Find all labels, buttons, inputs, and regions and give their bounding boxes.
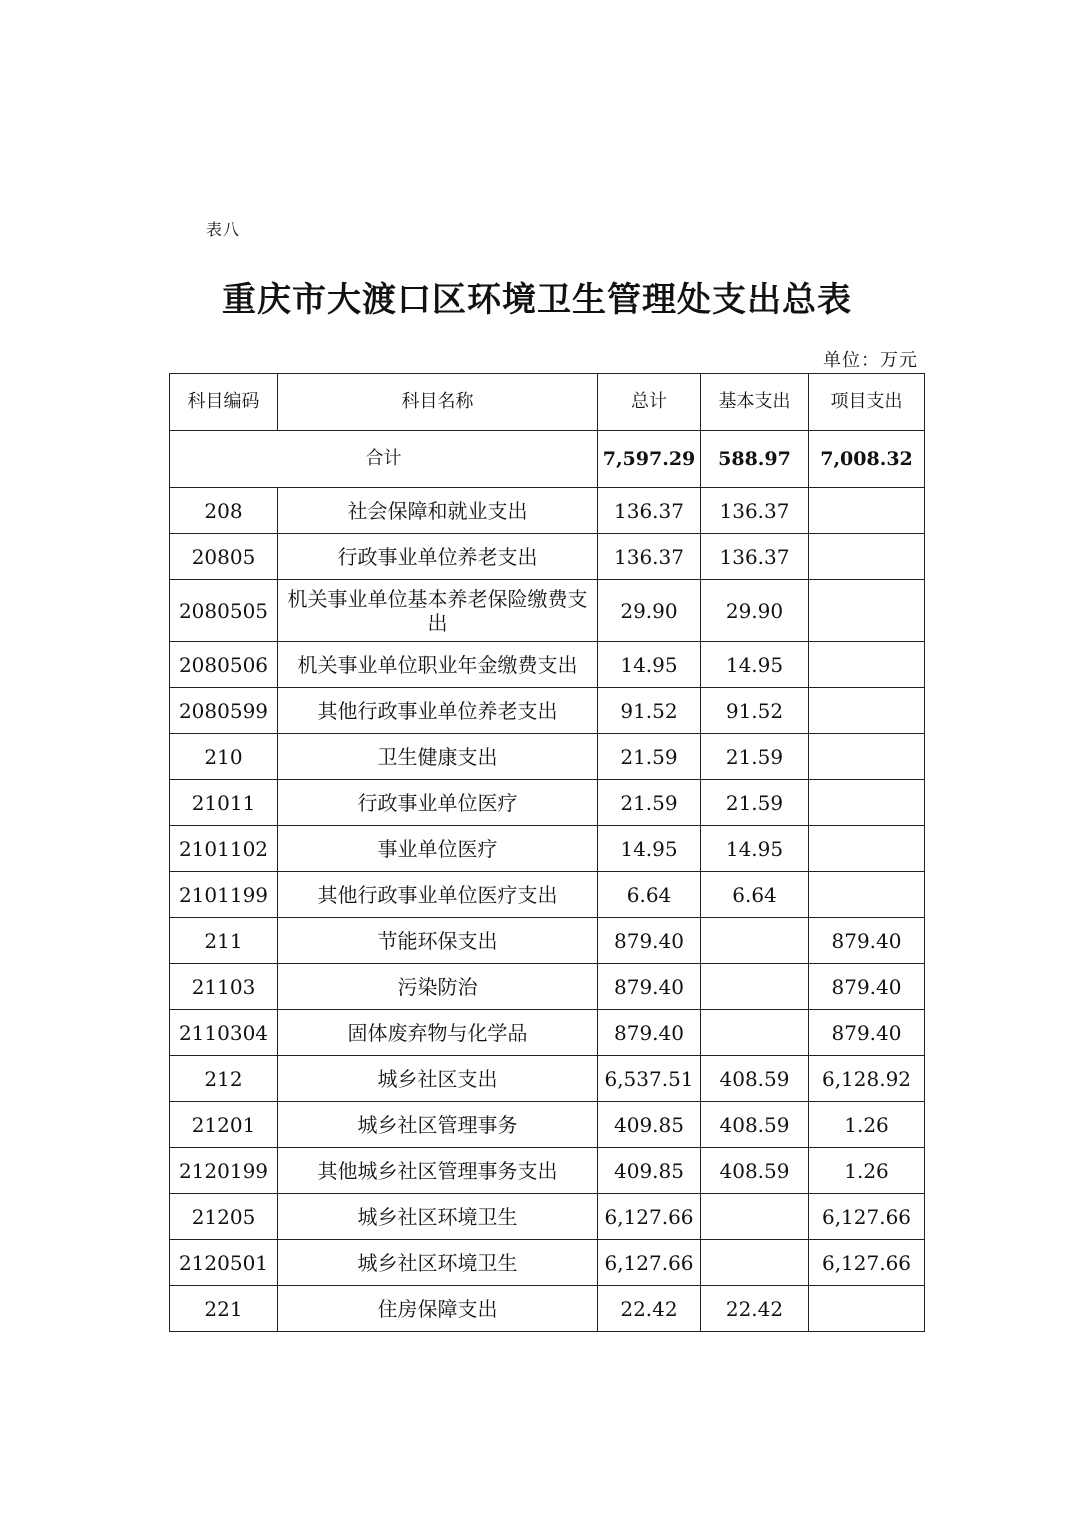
document-title: 重庆市大渡口区环境卫生管理处支出总表 xyxy=(222,280,852,320)
cell-total: 136.37 xyxy=(598,488,701,534)
cell-total: 136.37 xyxy=(598,534,701,580)
table-row xyxy=(170,488,925,534)
cell-code: 208 xyxy=(170,488,278,534)
cell-total: 409.85 xyxy=(598,1102,701,1148)
cell-code: 212 xyxy=(170,1056,278,1102)
cell-code: 210 xyxy=(170,734,278,780)
cell-project xyxy=(809,534,925,580)
cell-basic: 6.64 xyxy=(701,872,809,918)
cell-total: 6.64 xyxy=(598,872,701,918)
cell-basic xyxy=(701,1010,809,1056)
cell-project: 6,127.66 xyxy=(809,1194,925,1240)
cell-code: 2080506 xyxy=(170,642,278,688)
cell-total: 29.90 xyxy=(598,580,701,642)
cell-basic xyxy=(701,964,809,1010)
cell-code: 2080599 xyxy=(170,688,278,734)
cell-total: 14.95 xyxy=(598,826,701,872)
cell-name: 机关事业单位基本养老保险缴费支出 xyxy=(278,580,598,642)
cell-project xyxy=(809,734,925,780)
cell-project: 6,128.92 xyxy=(809,1056,925,1102)
cell-code: 21011 xyxy=(170,780,278,826)
table-row xyxy=(170,688,925,734)
cell-total: 21.59 xyxy=(598,780,701,826)
table-row xyxy=(170,1194,925,1240)
cell-project xyxy=(809,642,925,688)
cell-code: 21205 xyxy=(170,1194,278,1240)
table-row xyxy=(170,580,925,642)
table-row xyxy=(170,534,925,580)
cell-project: 879.40 xyxy=(809,964,925,1010)
table-row xyxy=(170,918,925,964)
cell-basic: 21.59 xyxy=(701,734,809,780)
cell-project xyxy=(809,580,925,642)
table-body xyxy=(170,431,925,1332)
cell-name: 住房保障支出 xyxy=(278,1286,598,1332)
table-row xyxy=(170,1056,925,1102)
cell-project xyxy=(809,872,925,918)
unit-label: 单位：万元 xyxy=(823,350,918,371)
cell-basic: 21.59 xyxy=(701,780,809,826)
cell-total: 22.42 xyxy=(598,1286,701,1332)
header-code: 科目编码 xyxy=(170,374,278,431)
table-row xyxy=(170,734,925,780)
cell-total: 879.40 xyxy=(598,918,701,964)
cell-name: 卫生健康支出 xyxy=(278,734,598,780)
cell-basic: 14.95 xyxy=(701,826,809,872)
header-project: 项目支出 xyxy=(809,374,925,431)
cell-name: 城乡社区管理事务 xyxy=(278,1102,598,1148)
cell-total: 21.59 xyxy=(598,734,701,780)
table-row xyxy=(170,872,925,918)
cell-project xyxy=(809,688,925,734)
cell-name: 其他行政事业单位养老支出 xyxy=(278,688,598,734)
table-row xyxy=(170,826,925,872)
cell-name: 社会保障和就业支出 xyxy=(278,488,598,534)
cell-basic: 136.37 xyxy=(701,534,809,580)
cell-name: 城乡社区环境卫生 xyxy=(278,1194,598,1240)
cell-basic xyxy=(701,918,809,964)
cell-name: 固体废弃物与化学品 xyxy=(278,1010,598,1056)
cell-basic: 136.37 xyxy=(701,488,809,534)
cell-code: 2120501 xyxy=(170,1240,278,1286)
cell-project: 1.26 xyxy=(809,1148,925,1194)
cell-code: 20805 xyxy=(170,534,278,580)
cell-name: 城乡社区支出 xyxy=(278,1056,598,1102)
cell-total: 91.52 xyxy=(598,688,701,734)
table-row xyxy=(170,964,925,1010)
cell-name: 节能环保支出 xyxy=(278,918,598,964)
cell-basic: 408.59 xyxy=(701,1102,809,1148)
cell-basic: 29.90 xyxy=(701,580,809,642)
cell-code: 21103 xyxy=(170,964,278,1010)
cell-name: 行政事业单位医疗 xyxy=(278,780,598,826)
cell-basic xyxy=(701,1240,809,1286)
cell-total: 14.95 xyxy=(598,642,701,688)
table-row xyxy=(170,642,925,688)
cell-project xyxy=(809,488,925,534)
cell-code: 2110304 xyxy=(170,1010,278,1056)
header-basic: 基本支出 xyxy=(701,374,809,431)
table-row xyxy=(170,1240,925,1286)
cell-project: 879.40 xyxy=(809,918,925,964)
cell-code: 211 xyxy=(170,918,278,964)
cell-code: 2101102 xyxy=(170,826,278,872)
cell-total: 879.40 xyxy=(598,1010,701,1056)
total-sum: 7,597.29 xyxy=(598,431,701,488)
cell-project xyxy=(809,1286,925,1332)
cell-project: 6,127.66 xyxy=(809,1240,925,1286)
cell-total: 6,537.51 xyxy=(598,1056,701,1102)
cell-name: 事业单位医疗 xyxy=(278,826,598,872)
table-number-label: 表八 xyxy=(206,220,241,239)
table-header-row xyxy=(170,374,925,431)
cell-name: 机关事业单位职业年金缴费支出 xyxy=(278,642,598,688)
table-row xyxy=(170,780,925,826)
cell-total: 409.85 xyxy=(598,1148,701,1194)
cell-project xyxy=(809,780,925,826)
cell-total: 6,127.66 xyxy=(598,1194,701,1240)
cell-total: 879.40 xyxy=(598,964,701,1010)
cell-code: 2101199 xyxy=(170,872,278,918)
cell-name: 其他城乡社区管理事务支出 xyxy=(278,1148,598,1194)
total-basic: 588.97 xyxy=(701,431,809,488)
cell-project xyxy=(809,826,925,872)
cell-project: 879.40 xyxy=(809,1010,925,1056)
total-label: 合计 xyxy=(170,431,598,488)
cell-code: 21201 xyxy=(170,1102,278,1148)
table-row xyxy=(170,1286,925,1332)
cell-project: 1.26 xyxy=(809,1102,925,1148)
cell-code: 221 xyxy=(170,1286,278,1332)
cell-total: 6,127.66 xyxy=(598,1240,701,1286)
cell-basic: 408.59 xyxy=(701,1056,809,1102)
cell-name: 污染防治 xyxy=(278,964,598,1010)
cell-name: 行政事业单位养老支出 xyxy=(278,534,598,580)
expense-summary-table xyxy=(169,373,925,1332)
header-total: 总计 xyxy=(598,374,701,431)
cell-basic: 14.95 xyxy=(701,642,809,688)
cell-basic: 22.42 xyxy=(701,1286,809,1332)
cell-name: 城乡社区环境卫生 xyxy=(278,1240,598,1286)
total-project: 7,008.32 xyxy=(809,431,925,488)
total-row xyxy=(170,431,925,488)
cell-basic: 408.59 xyxy=(701,1148,809,1194)
cell-basic xyxy=(701,1194,809,1240)
table-row xyxy=(170,1102,925,1148)
cell-code: 2080505 xyxy=(170,580,278,642)
cell-code: 2120199 xyxy=(170,1148,278,1194)
table-row xyxy=(170,1010,925,1056)
cell-basic: 91.52 xyxy=(701,688,809,734)
header-name: 科目名称 xyxy=(278,374,598,431)
cell-name: 其他行政事业单位医疗支出 xyxy=(278,872,598,918)
table-row xyxy=(170,1148,925,1194)
